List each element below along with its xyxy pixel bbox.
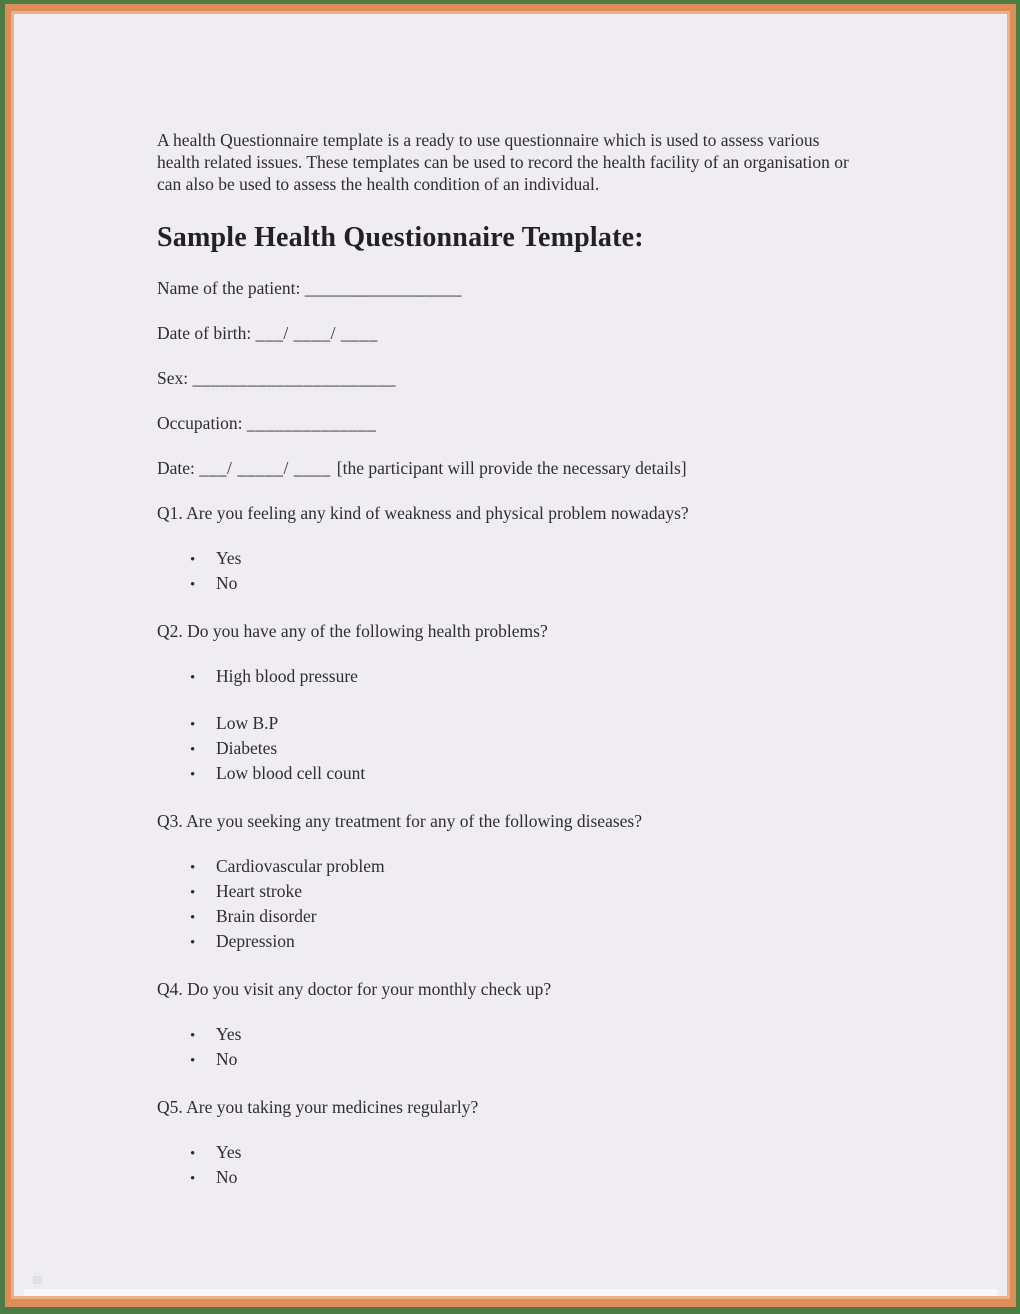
option-label: Heart stroke: [216, 881, 303, 901]
question-q4: Q4. Do you visit any doctor for your monthly check up?: [157, 979, 552, 999]
options-list-q3: [157, 855, 927, 955]
field-blank: ___/ ____/ ____: [255, 323, 378, 343]
intro-paragraph: A health Questionnaire template is a ready to use questionnaire which is used to assess various health related issues. These templates can be used to record the health facility of an organisation or can also be used to assess the health condition of an individual.: [157, 130, 849, 194]
field-label: Date of birth:: [157, 323, 252, 343]
bullet-icon: •: [190, 1171, 196, 1187]
bullet-icon: •: [190, 910, 196, 926]
bullet-icon: •: [190, 885, 196, 901]
field-blank: ______________________: [192, 368, 396, 388]
option-label: Yes: [216, 1024, 242, 1044]
section-heading: Sample Health Questionnaire Template:: [157, 222, 644, 253]
option-label: Yes: [216, 548, 242, 568]
field-occupation: [157, 412, 927, 434]
scan-artifact-mark: [33, 1276, 42, 1284]
option-label: No: [216, 1167, 238, 1187]
option-label: Low B.P: [216, 713, 279, 733]
option-label: Diabetes: [216, 738, 278, 758]
option-label: No: [216, 1049, 238, 1069]
field-blank: ___/ _____/ ____: [199, 458, 331, 478]
options-list-q5: [157, 1141, 927, 1191]
option-item: [157, 737, 927, 762]
option-item: [157, 547, 927, 572]
option-item: [157, 1166, 927, 1191]
bullet-icon: •: [190, 935, 196, 951]
document-page: [14, 14, 1007, 1296]
option-item: [157, 880, 927, 905]
bullet-icon: •: [190, 577, 196, 593]
bullet-icon: •: [190, 552, 196, 568]
field-blank: ______________: [246, 413, 377, 433]
field-sex: [157, 367, 927, 389]
bullet-icon: •: [190, 670, 196, 686]
option-label: Cardiovascular problem: [216, 856, 385, 876]
bullet-icon: •: [190, 742, 196, 758]
bullet-icon: •: [190, 1146, 196, 1162]
bullet-icon: •: [190, 717, 196, 733]
option-label: High blood pressure: [216, 666, 358, 686]
option-item: [157, 905, 927, 930]
option-label: Low blood cell count: [216, 763, 366, 783]
option-item: [157, 572, 927, 597]
option-label: Yes: [216, 1142, 242, 1162]
bullet-icon: •: [190, 860, 196, 876]
option-item: [157, 855, 927, 880]
field-date-of-birth: [157, 322, 927, 344]
field-patient-name: [157, 277, 927, 299]
bullet-icon: •: [190, 1053, 196, 1069]
field-label: Sex:: [157, 368, 189, 388]
option-item: [157, 712, 927, 737]
field-date: [157, 457, 927, 479]
option-label: Depression: [216, 931, 295, 951]
option-item: [157, 1141, 927, 1166]
field-label: Name of the patient:: [157, 278, 301, 298]
option-item: [157, 1023, 927, 1048]
field-note: [the participant will provide the necessary details]: [336, 458, 687, 478]
question-q2: Q2. Do you have any of the following health problems?: [157, 621, 548, 641]
option-label: Brain disorder: [216, 906, 317, 926]
field-blank: _________________: [304, 278, 462, 298]
option-label: No: [216, 573, 238, 593]
field-label: Occupation:: [157, 413, 243, 433]
option-item: [157, 1048, 927, 1073]
option-item: [157, 930, 927, 955]
options-list-q1: [157, 547, 927, 597]
question-q5: Q5. Are you taking your medicines regularly?: [157, 1097, 479, 1117]
option-item: [157, 665, 927, 690]
question-q3: Q3. Are you seeking any treatment for any of the following diseases?: [157, 811, 643, 831]
bullet-icon: •: [190, 1028, 196, 1044]
bullet-icon: •: [190, 767, 196, 783]
field-label: Date:: [157, 458, 195, 478]
options-list-q2: [157, 665, 927, 787]
question-q1: Q1. Are you feeling any kind of weakness and physical problem nowadays?: [157, 503, 689, 523]
option-item: [157, 762, 927, 787]
options-list-q4: [157, 1023, 927, 1073]
